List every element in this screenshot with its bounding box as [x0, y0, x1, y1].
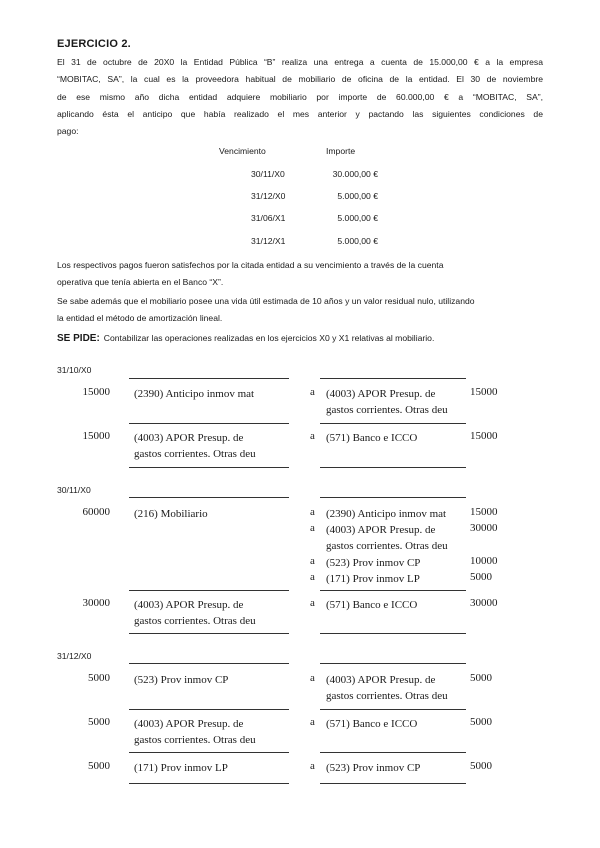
rule-line: [129, 423, 289, 424]
credit-account: (571) Banco e ICCO: [326, 432, 418, 444]
credit-account: [326, 672, 471, 704]
debit-account: [134, 597, 304, 629]
connector-a: a: [310, 597, 315, 609]
credit-account-line: gastos corrientes. Otras deu: [326, 540, 448, 552]
rule-line: [320, 663, 466, 664]
connector-a: a: [310, 506, 315, 518]
debit-account-line: gastos corrientes. Otras deu: [134, 615, 256, 627]
rule-line: [129, 663, 289, 664]
debit-account: (171) Prov inmov LP: [134, 762, 228, 774]
credit-account: (571) Banco e ICCO: [326, 718, 418, 730]
schedule-date: 31/12/X1: [251, 236, 286, 246]
credit-amount: 5000: [470, 571, 492, 583]
debit-account-line: gastos corrientes. Otras deu: [134, 448, 256, 460]
debit-account-line: (4003) APOR Presup. de: [134, 432, 244, 444]
intro-line: pago:: [57, 126, 79, 137]
debit-amount: 30000: [82, 597, 110, 609]
schedule-header-amount: Importe: [326, 146, 356, 156]
credit-account-line: (4003) APOR Presup. de: [326, 674, 436, 686]
journal-date: 30/11/X0: [57, 485, 91, 495]
connector-a: a: [310, 522, 315, 534]
debit-amount: 60000: [82, 506, 110, 518]
schedule-amount: 5.000,00 €: [337, 236, 378, 246]
intro-paragraph: [57, 54, 543, 140]
rule-line: [320, 497, 466, 498]
credit-amount: 5000: [470, 760, 492, 772]
debit-account: [134, 430, 304, 462]
rule-line: [320, 590, 466, 591]
payment-line: operativa que tenía abierta en el Banco “X”.: [57, 277, 224, 287]
task-text: Contabilizar las operaciones realizadas en los ejercicios X0 y X1 relativas al mobiliario.: [103, 333, 435, 343]
schedule-amount: 30.000,00 €: [332, 169, 378, 179]
schedule-amount: 5.000,00 €: [337, 213, 378, 223]
rule-line: [129, 497, 289, 498]
rule-line: [129, 752, 289, 753]
debit-account: (2390) Anticipo inmov mat: [134, 388, 255, 400]
debit-account: (523) Prov inmov CP: [134, 674, 229, 686]
intro-line: aplicando ésta el anticipo que había realizado el mes anterior y pactando las siguientes condiciones de: [57, 108, 543, 119]
schedule-date: 31/06/X1: [251, 213, 286, 223]
debit-amount: 5000: [88, 716, 110, 728]
exercise-title: EJERCICIO 2.: [57, 38, 131, 50]
connector-a: a: [310, 672, 315, 684]
credit-account-line: (4003) APOR Presup. de: [326, 524, 436, 536]
schedule-header-date: Vencimiento: [219, 146, 266, 156]
rule-line: [129, 783, 289, 784]
debit-account-line: (4003) APOR Presup. de: [134, 599, 244, 611]
rule-line: [129, 590, 289, 591]
credit-account: (571) Banco e ICCO: [326, 599, 418, 611]
credit-amount: 5000: [470, 716, 492, 728]
rule-line: [129, 378, 289, 379]
connector-a: a: [310, 430, 315, 442]
credit-account: [326, 522, 471, 554]
connector-a: a: [310, 716, 315, 728]
rule-line: [129, 633, 289, 634]
credit-amount: 15000: [470, 430, 498, 442]
schedule-date: 31/12/X0: [251, 191, 286, 201]
debit-amount: 15000: [82, 386, 110, 398]
debit-account-line: gastos corrientes. Otras deu: [134, 734, 256, 746]
credit-amount: 30000: [470, 522, 498, 534]
credit-account: (2390) Anticipo inmov mat: [326, 508, 447, 520]
debit-account-line: (4003) APOR Presup. de: [134, 718, 244, 730]
credit-amount: 5000: [470, 672, 492, 684]
connector-a: a: [310, 386, 315, 398]
debit-amount: 15000: [82, 430, 110, 442]
credit-account-line: gastos corrientes. Otras deu: [326, 690, 448, 702]
credit-account-line: (4003) APOR Presup. de: [326, 388, 436, 400]
rule-line: [320, 783, 466, 784]
rule-line: [320, 709, 466, 710]
payment-line: Los respectivos pagos fueron satisfechos por la citada entidad a su vencimiento a través de la cuenta: [57, 260, 444, 270]
connector-a: a: [310, 760, 315, 772]
useful-life-paragraph: [57, 293, 547, 327]
journal-date: 31/10/X0: [57, 365, 92, 375]
task-label: SE PIDE:: [57, 333, 100, 344]
rule-line: [320, 752, 466, 753]
schedule-date: 30/11/X0: [251, 169, 285, 179]
rule-line: [320, 423, 466, 424]
rule-line: [320, 378, 466, 379]
intro-line: “MOBITAC, SA”, la cual es la proveedora habitual de mobiliario de oficina de la entidad. El 30 de noviembre: [57, 74, 543, 85]
credit-amount: 10000: [470, 555, 498, 567]
connector-a: a: [310, 571, 315, 583]
credit-amount: 15000: [470, 386, 498, 398]
task-statement: [57, 333, 434, 344]
debit-account: [134, 716, 304, 748]
credit-amount: 30000: [470, 597, 498, 609]
connector-a: a: [310, 555, 315, 567]
debit-amount: 5000: [88, 760, 110, 772]
credit-account: [326, 386, 471, 418]
useful-life-line: la entidad el método de amortización lineal.: [57, 313, 223, 323]
schedule-amount: 5.000,00 €: [337, 191, 378, 201]
credit-account: (171) Prov inmov LP: [326, 573, 420, 585]
rule-line: [320, 633, 466, 634]
credit-account: (523) Prov inmov CP: [326, 762, 421, 774]
journal-date: 31/12/X0: [57, 651, 92, 661]
intro-line: El 31 de octubre de 20X0 la Entidad Pública “B” realiza una entrega a cuenta de 15.000,00 € a la empresa: [57, 57, 543, 67]
credit-account: (523) Prov inmov CP: [326, 557, 421, 569]
rule-line: [320, 467, 466, 468]
credit-account-line: gastos corrientes. Otras deu: [326, 404, 448, 416]
payment-paragraph: [57, 257, 547, 291]
rule-line: [129, 709, 289, 710]
debit-account: (216) Mobiliario: [134, 508, 208, 520]
intro-line: de ese mismo año dicha entidad adquiere mobiliario por importe de 60.000,00 € a “MOBITAC, SA”,: [57, 91, 543, 102]
debit-amount: 5000: [88, 672, 110, 684]
credit-amount: 15000: [470, 506, 498, 518]
rule-line: [129, 467, 289, 468]
useful-life-line: Se sabe además que el mobiliario posee una vida útil estimada de 10 años y un valor residual nulo, utilizando: [57, 296, 475, 306]
